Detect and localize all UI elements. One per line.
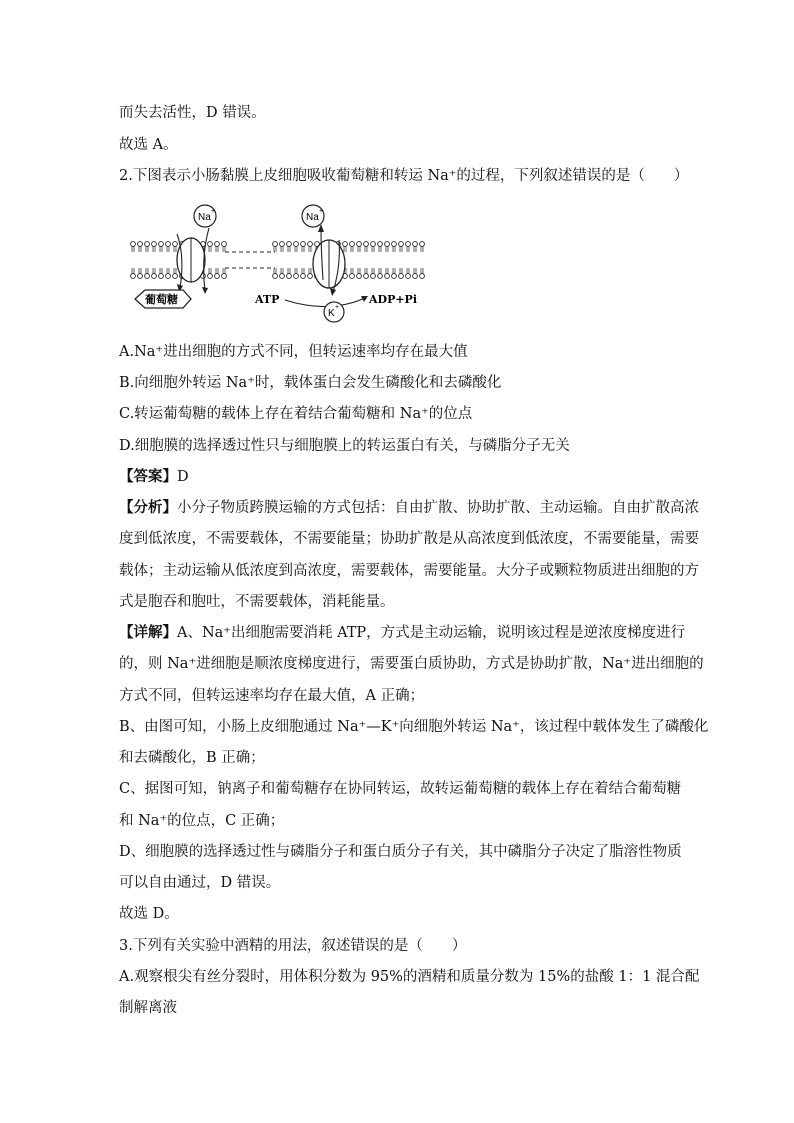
text-line: 故选 A。 [119, 137, 178, 153]
text-line: 可以自由通过，D 错误。 [119, 875, 281, 891]
question-3-stem: 3.下列有关实验中酒精的用法，叙述错误的是（ ） [119, 938, 467, 954]
na-label-right: Na [306, 212, 319, 223]
text-line: 和 Na⁺的位点，C 正确； [119, 813, 285, 829]
answer-line: 【答案】D [119, 468, 189, 485]
option-d: D.细胞膜的选择透过性只与细胞膜上的转运蛋白有关，与磷脂分子无关 [119, 438, 570, 454]
analysis-line: 【分析】小分子物质跨膜运输的方式包括：自由扩散、协助扩散、主动运输。自由扩散高浓 [119, 499, 699, 516]
text-line: 的，则 Na⁺进细胞是顺浓度梯度进行，需要蛋白质协助，方式是协助扩散，Na⁺进出细胞的 [119, 656, 704, 672]
text-line: 而失去活性，D 错误。 [119, 105, 266, 121]
option-a: A.观察根尖有丝分裂时，用体积分数为 95%的酒精和质量分数为 15%的盐酸 1：1 混合配 [119, 969, 700, 985]
membrane-transport-figure [125, 196, 435, 326]
option-b: B.向细胞外转运 Na⁺时，载体蛋白会发生磷酸化和去磷酸化 [119, 375, 502, 391]
text-line: 和去磷酸化，B 正确； [119, 750, 265, 766]
text-line: C、据图可知，钠离子和葡萄糖存在协同转运，故转运葡萄糖的载体上存在着结合葡萄糖 [119, 781, 682, 797]
answer-tag: 【答案】 [119, 468, 177, 485]
detail-tag: 【详解】 [119, 624, 177, 641]
option-c: C.转运葡萄糖的载体上存在着结合葡萄糖和 Na⁺的位点 [119, 406, 473, 422]
text-line: B、由图可知，小肠上皮细胞通过 Na⁺—K⁺向细胞外转运 Na⁺，该过程中载体发生了磷酸化 [119, 719, 709, 735]
option-a: A.Na⁺进出细胞的方式不同，但转运速率均存在最大值 [119, 344, 468, 360]
text-line: 故选 D。 [119, 906, 179, 922]
analysis-tag: 【分析】 [119, 499, 177, 516]
text-line: D、细胞膜的选择透过性与磷脂分子和蛋白质分子有关，其中磷脂分子决定了脂溶性物质 [119, 844, 682, 860]
atp-label: ATP [255, 293, 280, 306]
adp-label: ADP+Pi [369, 293, 418, 306]
text-line: 式是胞吞和胞吐，不需要载体，消耗能量。 [119, 594, 395, 610]
detail-line: 【详解】A、Na⁺出细胞需要消耗 ATP，方式是主动运输，说明该过程是逆浓度梯度进行 [119, 624, 686, 641]
text-line: 制解离液 [119, 1000, 177, 1016]
membrane-bilayer [131, 242, 425, 279]
glucose-label: 葡萄糖 [145, 293, 178, 306]
question-2-stem: 2.下图表示小肠黏膜上皮细胞吸收葡萄糖和转运 Na⁺的过程，下列叙述错误的是（ ） [119, 168, 689, 184]
na-plus-right: + [319, 208, 324, 215]
na-label-left: Na [198, 212, 211, 223]
na-plus-left: + [211, 208, 216, 215]
text-line: 载体；主动运输从低浓度到高浓度，需要载体，需要能量。大分子或颗粒物质进出细胞的方 [119, 563, 699, 579]
k-label: K [328, 308, 335, 319]
text-line: 度到低浓度，不需要载体，不需要能量；协助扩散是从高浓度到低浓度，不需要能量，需要 [119, 531, 699, 547]
k-plus: + [335, 304, 340, 311]
text-line: 方式不同，但转运速率均存在最大值，A 正确； [119, 688, 425, 704]
